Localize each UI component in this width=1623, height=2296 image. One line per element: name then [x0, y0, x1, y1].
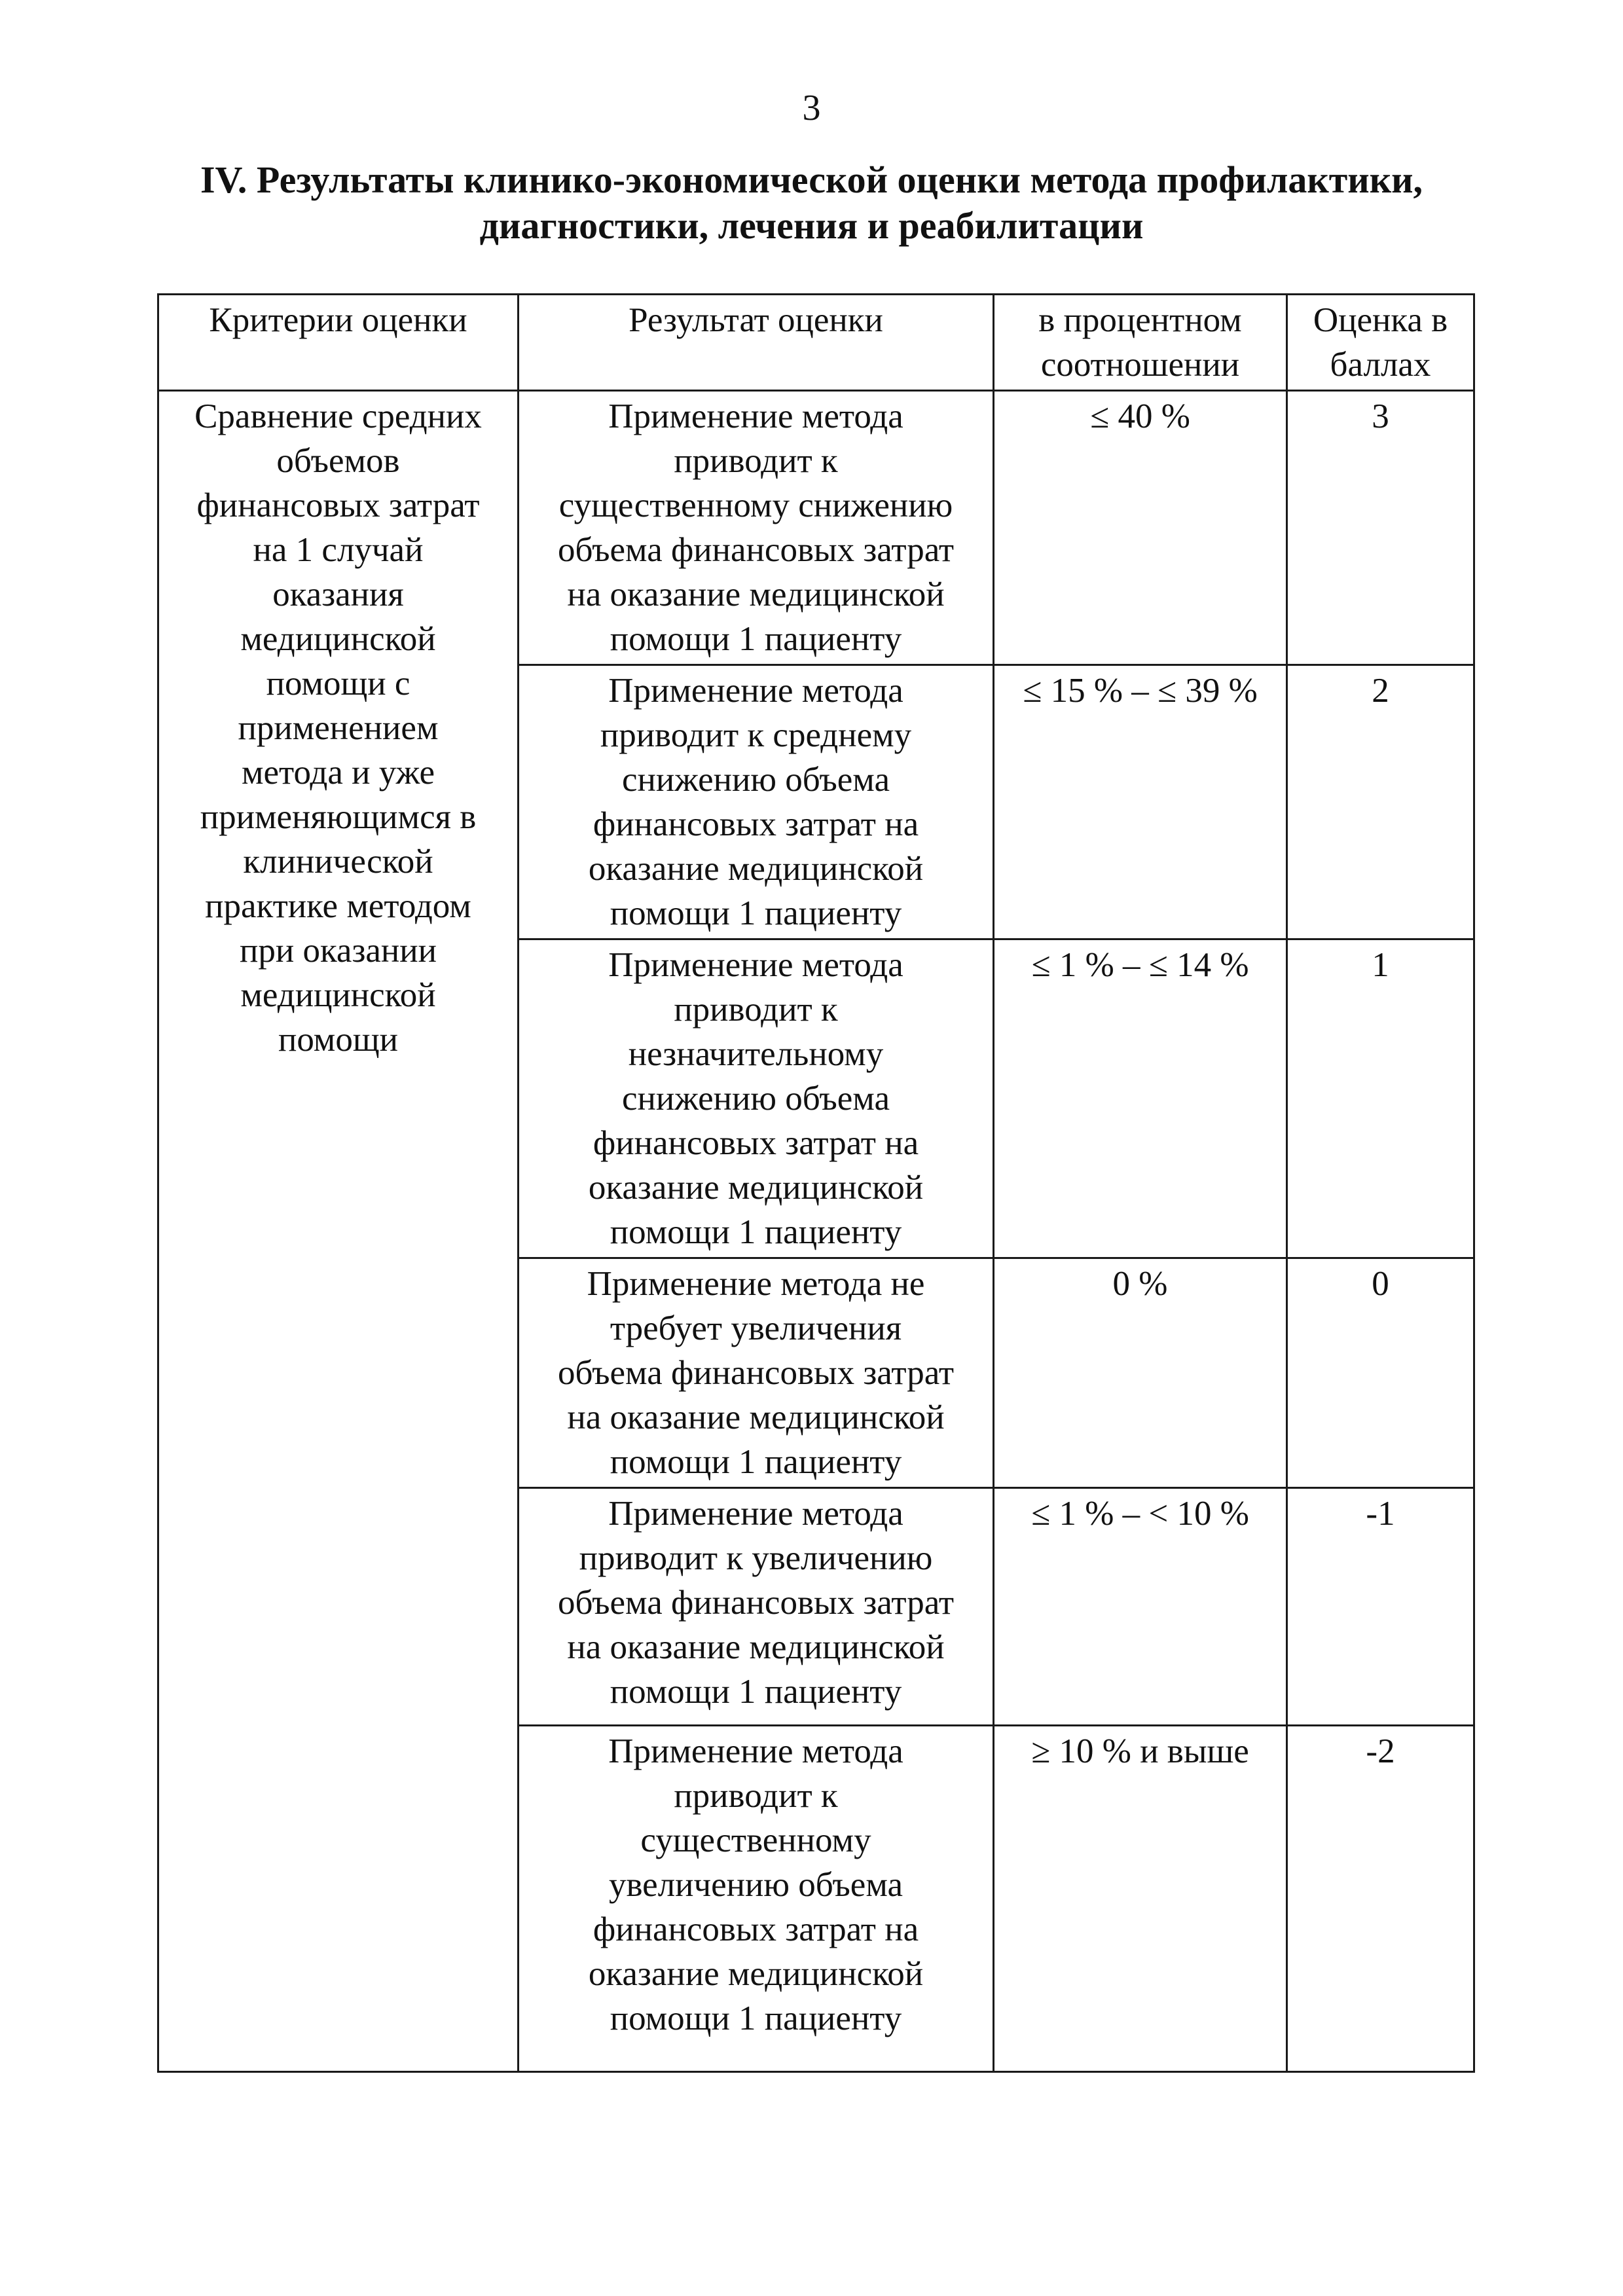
section-title [131, 157, 1492, 249]
header-score: Оценка в баллах [1287, 295, 1474, 391]
evaluation-table [157, 293, 1475, 2073]
percent-cell: 0 % [994, 1258, 1287, 1488]
result-cell: Применение метода не требует увеличения объема финансовых затрат на оказание медицинской помощи 1 пациенту [519, 1258, 994, 1488]
score-cell: -1 [1287, 1488, 1474, 1726]
percent-cell: ≤ 15 % – ≤ 39 % [994, 665, 1287, 939]
criteria-cell: Сравнение средних объемов финансовых затрат на 1 случай оказания медицинской помощи с применением метода и уже применяющимся в клинической практике методом при оказании медицинской помощи [158, 391, 519, 2072]
result-cell: Применение метода приводит к существенному снижению объема финансовых затрат на оказание медицинской помощи 1 пациенту [519, 391, 994, 665]
percent-cell: ≤ 1 % – ≤ 14 % [994, 939, 1287, 1258]
header-criteria: Критерии оценки [158, 295, 519, 391]
section-title-line-2: диагностики, лечения и реабилитации [479, 204, 1144, 247]
percent-cell: ≥ 10 % и выше [994, 1726, 1287, 2072]
result-cell: Применение метода приводит к увеличению объема финансовых затрат на оказание медицинской помощи 1 пациенту [519, 1488, 994, 1726]
score-cell: 3 [1287, 391, 1474, 665]
score-cell: 2 [1287, 665, 1474, 939]
table-header-row [158, 295, 1474, 391]
table-row [158, 391, 1474, 665]
score-cell: -2 [1287, 1726, 1474, 2072]
score-cell: 1 [1287, 939, 1474, 1258]
section-title-line-1: IV. Результаты клинико-экономической оценки метода профилактики, [200, 158, 1423, 201]
header-percent: в процентном соотношении [994, 295, 1287, 391]
header-result: Результат оценки [519, 295, 994, 391]
result-cell: Применение метода приводит к среднему снижению объема финансовых затрат на оказание медицинской помощи 1 пациенту [519, 665, 994, 939]
percent-cell: ≤ 40 % [994, 391, 1287, 665]
result-cell: Применение метода приводит к существенному увеличению объема финансовых затрат на оказание медицинской помощи 1 пациенту [519, 1726, 994, 2072]
result-cell: Применение метода приводит к незначительному снижению объема финансовых затрат на оказание медицинской помощи 1 пациенту [519, 939, 994, 1258]
score-cell: 0 [1287, 1258, 1474, 1488]
percent-cell: ≤ 1 % – < 10 % [994, 1488, 1287, 1726]
page-number: 3 [802, 88, 821, 128]
